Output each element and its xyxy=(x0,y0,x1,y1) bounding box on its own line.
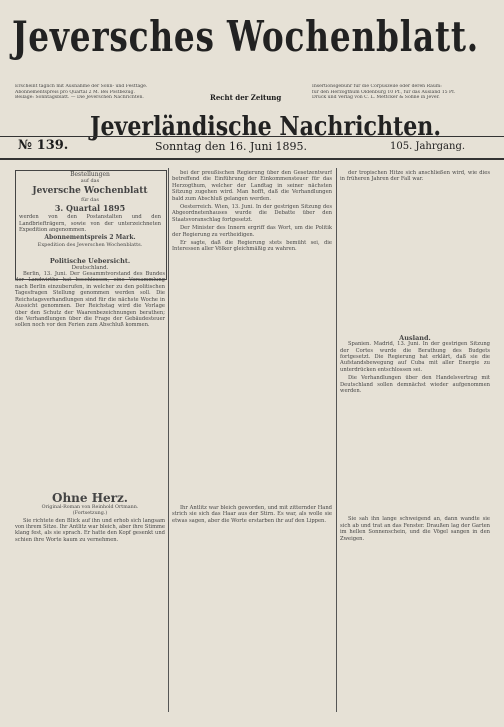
serial-text: Sie richtete den Blick auf ihn und erhob sich langsam von ihrem Sitze. Ihr Antlitz war bleich, aber ihre Stimme klang fest, als sie sprach. Er hatte den Kopf gesenkt und schien ihre Worte kaum zu vernehmen. xyxy=(15,517,165,543)
section-heading: Ausland. xyxy=(399,333,431,342)
section-subheading: Deutschland. xyxy=(71,264,109,271)
subtitle: Jeverländische Nachrichten. xyxy=(90,112,442,142)
issue-year: 105. Jahrgang. xyxy=(390,141,466,152)
column-rule xyxy=(336,168,337,712)
article-text: bei der preußischen Regierung über den Gesetzentwurf betreffend die Einführung der Einkommensteuer für das Herzogthum, welcher der Landtag in seiner nächsten Sitzung zugehen wird. Man hofft, daß die Verhandlungen bald zum Abschluß gelangen werden. xyxy=(172,170,332,202)
serial-author: Original-Roman von Reinhold Ortmann. xyxy=(41,504,139,510)
column-2 xyxy=(172,170,332,710)
column-rule xyxy=(168,168,169,712)
box-paper-name: Jeversche Wochenblatt xyxy=(32,185,148,196)
spacer xyxy=(172,255,332,505)
header-left-info xyxy=(15,84,165,101)
divider xyxy=(0,158,504,160)
column-3 xyxy=(340,170,490,710)
header-center-line: Recht der Zeitung xyxy=(210,93,282,102)
article-text: der tropischen Hitze sich anschließen wird, wie dies in früheren Jahren der Fall war. xyxy=(340,170,490,183)
header-left-line: Erscheint täglich mit Ausnahme der Sonn- und Festtage. xyxy=(15,84,148,89)
box-quarter: 3. Quartal 1895 xyxy=(54,203,126,214)
subscription-box xyxy=(15,170,167,280)
header-right-line: Insertionsgebühr für die Corpuszeile oder deren Raum: xyxy=(312,84,442,89)
issue-number: № 139. xyxy=(18,138,69,153)
box-signature: Expedition des Jeverschen Wochenblatts. xyxy=(37,241,143,248)
header-left-line: Beilage: Sonntagsblatt. — Die Jeverschen Nachrichten. xyxy=(15,95,144,101)
serial-text: Ihr Antlitz war bleich geworden, und mit zitternder Hand strich sie sich das Haar aus der Stirn. Es war, als wolle sie etwas sagen, aber die Worte erstarben ihr auf den Lippen. xyxy=(172,504,332,524)
issue-date: Sonntag den 16. Juni 1895. xyxy=(155,140,308,153)
header-right-line: Druck und Verlag von C. L. Mettcker & Söhne in Jever. xyxy=(312,95,440,101)
box-line: auf das xyxy=(80,178,100,185)
serial-text: Sie sah ihn lange schweigend an, dann wandte sie sich ab und trat an das Fenster. Draußen lag der Garten im hellen Sonnenschein, und die Vögel sangen in den Zweigen. xyxy=(340,516,490,542)
article-text: Oesterreich. Wien, 13. Juni. In der gestrigen Sitzung des Abgeordnetenhauses wurde die Debatte über den Staatsvoranschlag fortgesetzt. xyxy=(172,204,332,223)
header-right-line: für den Herzogthum Oldenburg 10 Pf., für das Ausland 15 Pf. xyxy=(312,89,456,95)
masthead-title: Jeversches Wochenblatt. xyxy=(12,12,479,61)
serial-title: Ohne Herz. xyxy=(51,490,128,505)
spacer xyxy=(340,185,490,335)
box-text: werden von den Postanstalten und den Landbriefträgern, sowie von der unterzeichneten Expedition angenommen. xyxy=(19,214,161,234)
serial-continued: (Fortsetzung.) xyxy=(72,511,108,517)
section-heading: Politische Uebersicht. xyxy=(49,257,131,266)
spacer xyxy=(15,331,165,491)
box-price: Abonnementspreis 2 Mark. xyxy=(44,234,136,242)
article-text: Der Minister des Innern ergriff das Wort, um die Politik der Regierung zu vertheidigen. xyxy=(172,225,332,238)
article-text: Berlin, 13. Juni. Der Gesammtvorstand des Bundes der Landwirthe hat beschlossen, eine Versammlung nach Berlin einzuberufen, in welcher zu den politischen Tagesfragen Stellung genommen werden soll. Die Reichstagsverhandlungen sind für die nächste Woche in Aussicht genommen. Der Reichstag wird die Vorlage über den Schutz der Waarenbezeichnungen berathen; die Verhandlungen über die Frage der Gebäudesteuer sollen noch vor den Ferien zum Abschluß kommen. xyxy=(15,271,165,329)
divider xyxy=(0,136,504,137)
box-for: für das xyxy=(81,196,99,203)
article-text: Spanien. Madrid, 13. Juni. In der gestrigen Sitzung der Cortes wurde die Berathung des Budgets fortgesetzt. Die Regierung hat erklärt, daß sie die Aufstandsbewegung auf Cuba mit aller Energie zu unterdrücken entschlossen sei. xyxy=(340,341,490,373)
header-right-info xyxy=(312,84,487,101)
box-title: Bestellungen xyxy=(70,171,110,178)
header-left-line: Abonnementspreis pro Quartal 2 M. Bei Postbezug. xyxy=(15,89,135,95)
spacer xyxy=(340,396,490,516)
article-text: Er sagte, daß die Regierung stets bemüht sei, die Interessen aller Völker gleichmäßig zu wahren. xyxy=(172,240,332,253)
article-text: Die Verhandlungen über den Handelsvertrag mit Deutschland sollen demnächst wieder aufgenommen werden. xyxy=(340,375,490,395)
